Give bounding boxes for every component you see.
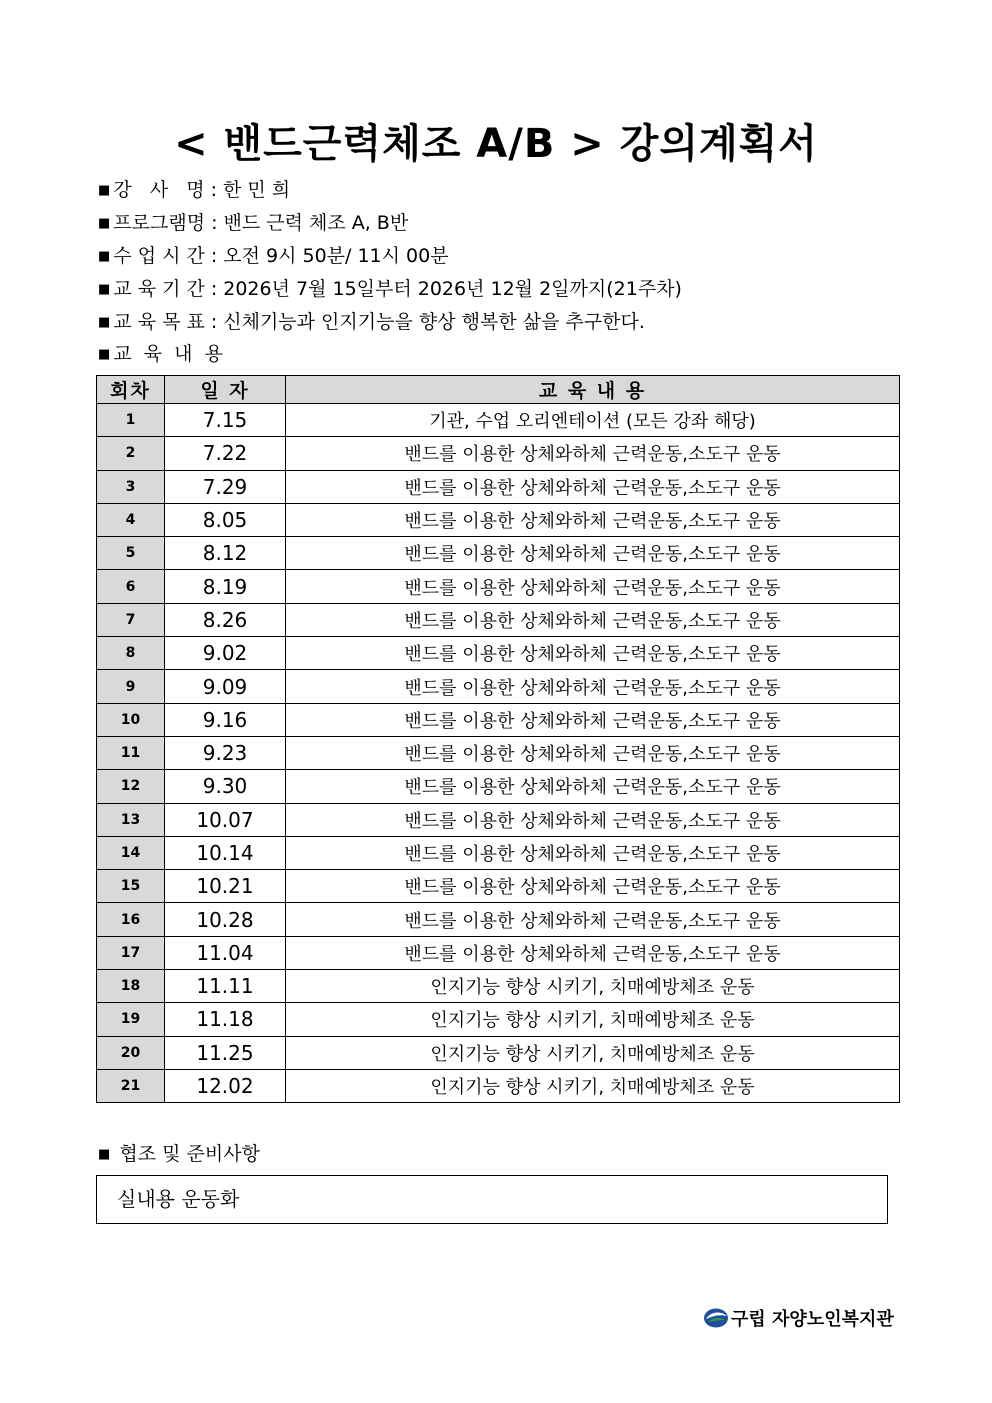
info-label: 수 업 시 간: [113, 245, 205, 267]
info-separator: :: [210, 179, 218, 201]
info-line: [98, 211, 408, 238]
info-label: 교 육 목 표: [113, 311, 205, 333]
content-cell: 밴드를 이용한 상체와하체 근력운동,소도구 운동: [286, 437, 900, 470]
info-separator: :: [211, 212, 218, 234]
date-cell: 10.14: [165, 836, 286, 869]
date-cell: 8.05: [165, 503, 286, 536]
date-cell: 11.04: [165, 936, 286, 969]
info-line: [98, 178, 290, 205]
content-cell: 밴드를 이용한 상체와하체 근력운동,소도구 운동: [286, 670, 900, 703]
info-separator: :: [210, 311, 218, 333]
info-value: 신체기능과 인지기능을 향상 행복한 삶을 추구한다.: [223, 311, 645, 333]
content-cell: 밴드를 이용한 상체와하체 근력운동,소도구 운동: [286, 637, 900, 670]
content-cell: 밴드를 이용한 상체와하체 근력운동,소도구 운동: [286, 936, 900, 969]
info-line: [98, 277, 682, 304]
info-value: 오전 9시 50분/ 11시 00분: [223, 245, 449, 267]
date-cell: 9.30: [165, 770, 286, 803]
session-number-cell: 5: [97, 537, 165, 570]
table-row: [97, 1069, 900, 1102]
date-cell: 10.21: [165, 870, 286, 903]
table-row: [97, 1003, 900, 1036]
info-bullet: ■: [98, 183, 111, 198]
session-number-cell: 17: [97, 936, 165, 969]
session-number-cell: 8: [97, 637, 165, 670]
info-separator: :: [210, 278, 218, 300]
content-cell: 밴드를 이용한 상체와하체 근력운동,소도구 운동: [286, 703, 900, 736]
info-label: 교 육 내 용: [113, 343, 223, 365]
prep-label-text: 협조 및 준비사항: [119, 1143, 260, 1165]
header-num: 회차: [97, 376, 165, 404]
prep-box: 실내용 운동화: [96, 1175, 888, 1224]
session-number-cell: 3: [97, 470, 165, 503]
date-cell: 12.02: [165, 1069, 286, 1102]
date-cell: 9.16: [165, 703, 286, 736]
session-number-cell: 11: [97, 736, 165, 769]
content-cell: 밴드를 이용한 상체와하체 근력운동,소도구 운동: [286, 570, 900, 603]
date-cell: 8.26: [165, 603, 286, 636]
session-number-cell: 20: [97, 1036, 165, 1069]
session-number-cell: 18: [97, 970, 165, 1003]
session-number-cell: 9: [97, 670, 165, 703]
table-row: [97, 470, 900, 503]
info-bullet: ■: [98, 347, 111, 362]
table-row: [97, 736, 900, 769]
date-cell: 10.28: [165, 903, 286, 936]
content-cell: 밴드를 이용한 상체와하체 근력운동,소도구 운동: [286, 870, 900, 903]
table-row: [97, 603, 900, 636]
info-value: 한 민 희: [223, 179, 291, 201]
session-number-cell: 2: [97, 437, 165, 470]
session-number-cell: 10: [97, 703, 165, 736]
table-row: [97, 770, 900, 803]
date-cell: 9.02: [165, 637, 286, 670]
table-header-row: [97, 376, 900, 404]
page-title: < 밴드근력체조 A/B > 강의계획서: [174, 121, 818, 167]
header-date: 일 자: [165, 376, 286, 404]
table-row: [97, 970, 900, 1003]
info-bullet: ■: [98, 216, 111, 231]
date-cell: 11.11: [165, 970, 286, 1003]
content-cell: 밴드를 이용한 상체와하체 근력운동,소도구 운동: [286, 503, 900, 536]
content-cell: 밴드를 이용한 상체와하체 근력운동,소도구 운동: [286, 603, 900, 636]
session-number-cell: 12: [97, 770, 165, 803]
info-bullet: ■: [98, 249, 111, 264]
date-cell: 11.18: [165, 1003, 286, 1036]
content-cell: 밴드를 이용한 상체와하체 근력운동,소도구 운동: [286, 803, 900, 836]
info-line: [98, 244, 449, 271]
table-row: [97, 503, 900, 536]
content-cell: 밴드를 이용한 상체와하체 근력운동,소도구 운동: [286, 470, 900, 503]
date-cell: 7.15: [165, 404, 286, 437]
table-row: [97, 870, 900, 903]
info-value: 밴드 근력 체조 A, B반: [223, 212, 409, 234]
info-separator: :: [210, 245, 218, 267]
session-number-cell: 16: [97, 903, 165, 936]
date-cell: 10.07: [165, 803, 286, 836]
date-cell: 9.09: [165, 670, 286, 703]
info-bullet: ■: [98, 315, 111, 330]
session-number-cell: 13: [97, 803, 165, 836]
session-number-cell: 4: [97, 503, 165, 536]
session-number-cell: 7: [97, 603, 165, 636]
info-label: 교 육 기 간: [113, 278, 205, 300]
prep-section-label: [98, 1139, 260, 1166]
date-cell: 11.25: [165, 1036, 286, 1069]
content-cell: 인지기능 향상 시키기, 치매예방체조 운동: [286, 970, 900, 1003]
table-row: [97, 836, 900, 869]
content-cell: 밴드를 이용한 상체와하체 근력운동,소도구 운동: [286, 903, 900, 936]
info-label: 프로그램명: [113, 212, 206, 234]
session-number-cell: 15: [97, 870, 165, 903]
date-cell: 7.29: [165, 470, 286, 503]
content-cell: 인지기능 향상 시키기, 치매예방체조 운동: [286, 1036, 900, 1069]
table-row: [97, 703, 900, 736]
content-cell: 밴드를 이용한 상체와하체 근력운동,소도구 운동: [286, 836, 900, 869]
info-bullet: ■: [98, 282, 111, 297]
info-line: [98, 310, 645, 337]
date-cell: 8.19: [165, 570, 286, 603]
table-row: [97, 1036, 900, 1069]
session-number-cell: 14: [97, 836, 165, 869]
session-number-cell: 21: [97, 1069, 165, 1102]
table-row: [97, 936, 900, 969]
table-row: [97, 670, 900, 703]
table-row: [97, 903, 900, 936]
info-value: 2026년 7월 15일부터 2026년 12월 2일까지(21주차): [223, 278, 682, 300]
date-cell: 8.12: [165, 537, 286, 570]
table-row: [97, 803, 900, 836]
date-cell: 7.22: [165, 437, 286, 470]
content-cell: 인지기능 향상 시키기, 치매예방체조 운동: [286, 1003, 900, 1036]
session-number-cell: 19: [97, 1003, 165, 1036]
info-label: 강 사 명: [113, 179, 205, 201]
table-row: [97, 437, 900, 470]
header-content: 교 육 내 용: [286, 376, 900, 404]
session-number-cell: 6: [97, 570, 165, 603]
table-row: [97, 404, 900, 437]
table-row: [97, 570, 900, 603]
content-cell: 밴드를 이용한 상체와하체 근력운동,소도구 운동: [286, 537, 900, 570]
content-cell: 밴드를 이용한 상체와하체 근력운동,소도구 운동: [286, 770, 900, 803]
logo-text: 구립 자양노인복지관: [731, 1309, 894, 1330]
info-line: [98, 342, 223, 369]
schedule-table: [96, 375, 900, 1103]
date-cell: 9.23: [165, 736, 286, 769]
welfare-center-logo-icon: [703, 1307, 729, 1329]
content-cell: 밴드를 이용한 상체와하체 근력운동,소도구 운동: [286, 736, 900, 769]
prep-bullet: ■: [98, 1147, 111, 1162]
session-number-cell: 1: [97, 404, 165, 437]
logo: [703, 1305, 894, 1331]
table-row: [97, 637, 900, 670]
table-row: [97, 537, 900, 570]
content-cell: 인지기능 향상 시키기, 치매예방체조 운동: [286, 1069, 900, 1102]
content-cell: 기관, 수업 오리엔테이션 (모든 강좌 해당): [286, 404, 900, 437]
